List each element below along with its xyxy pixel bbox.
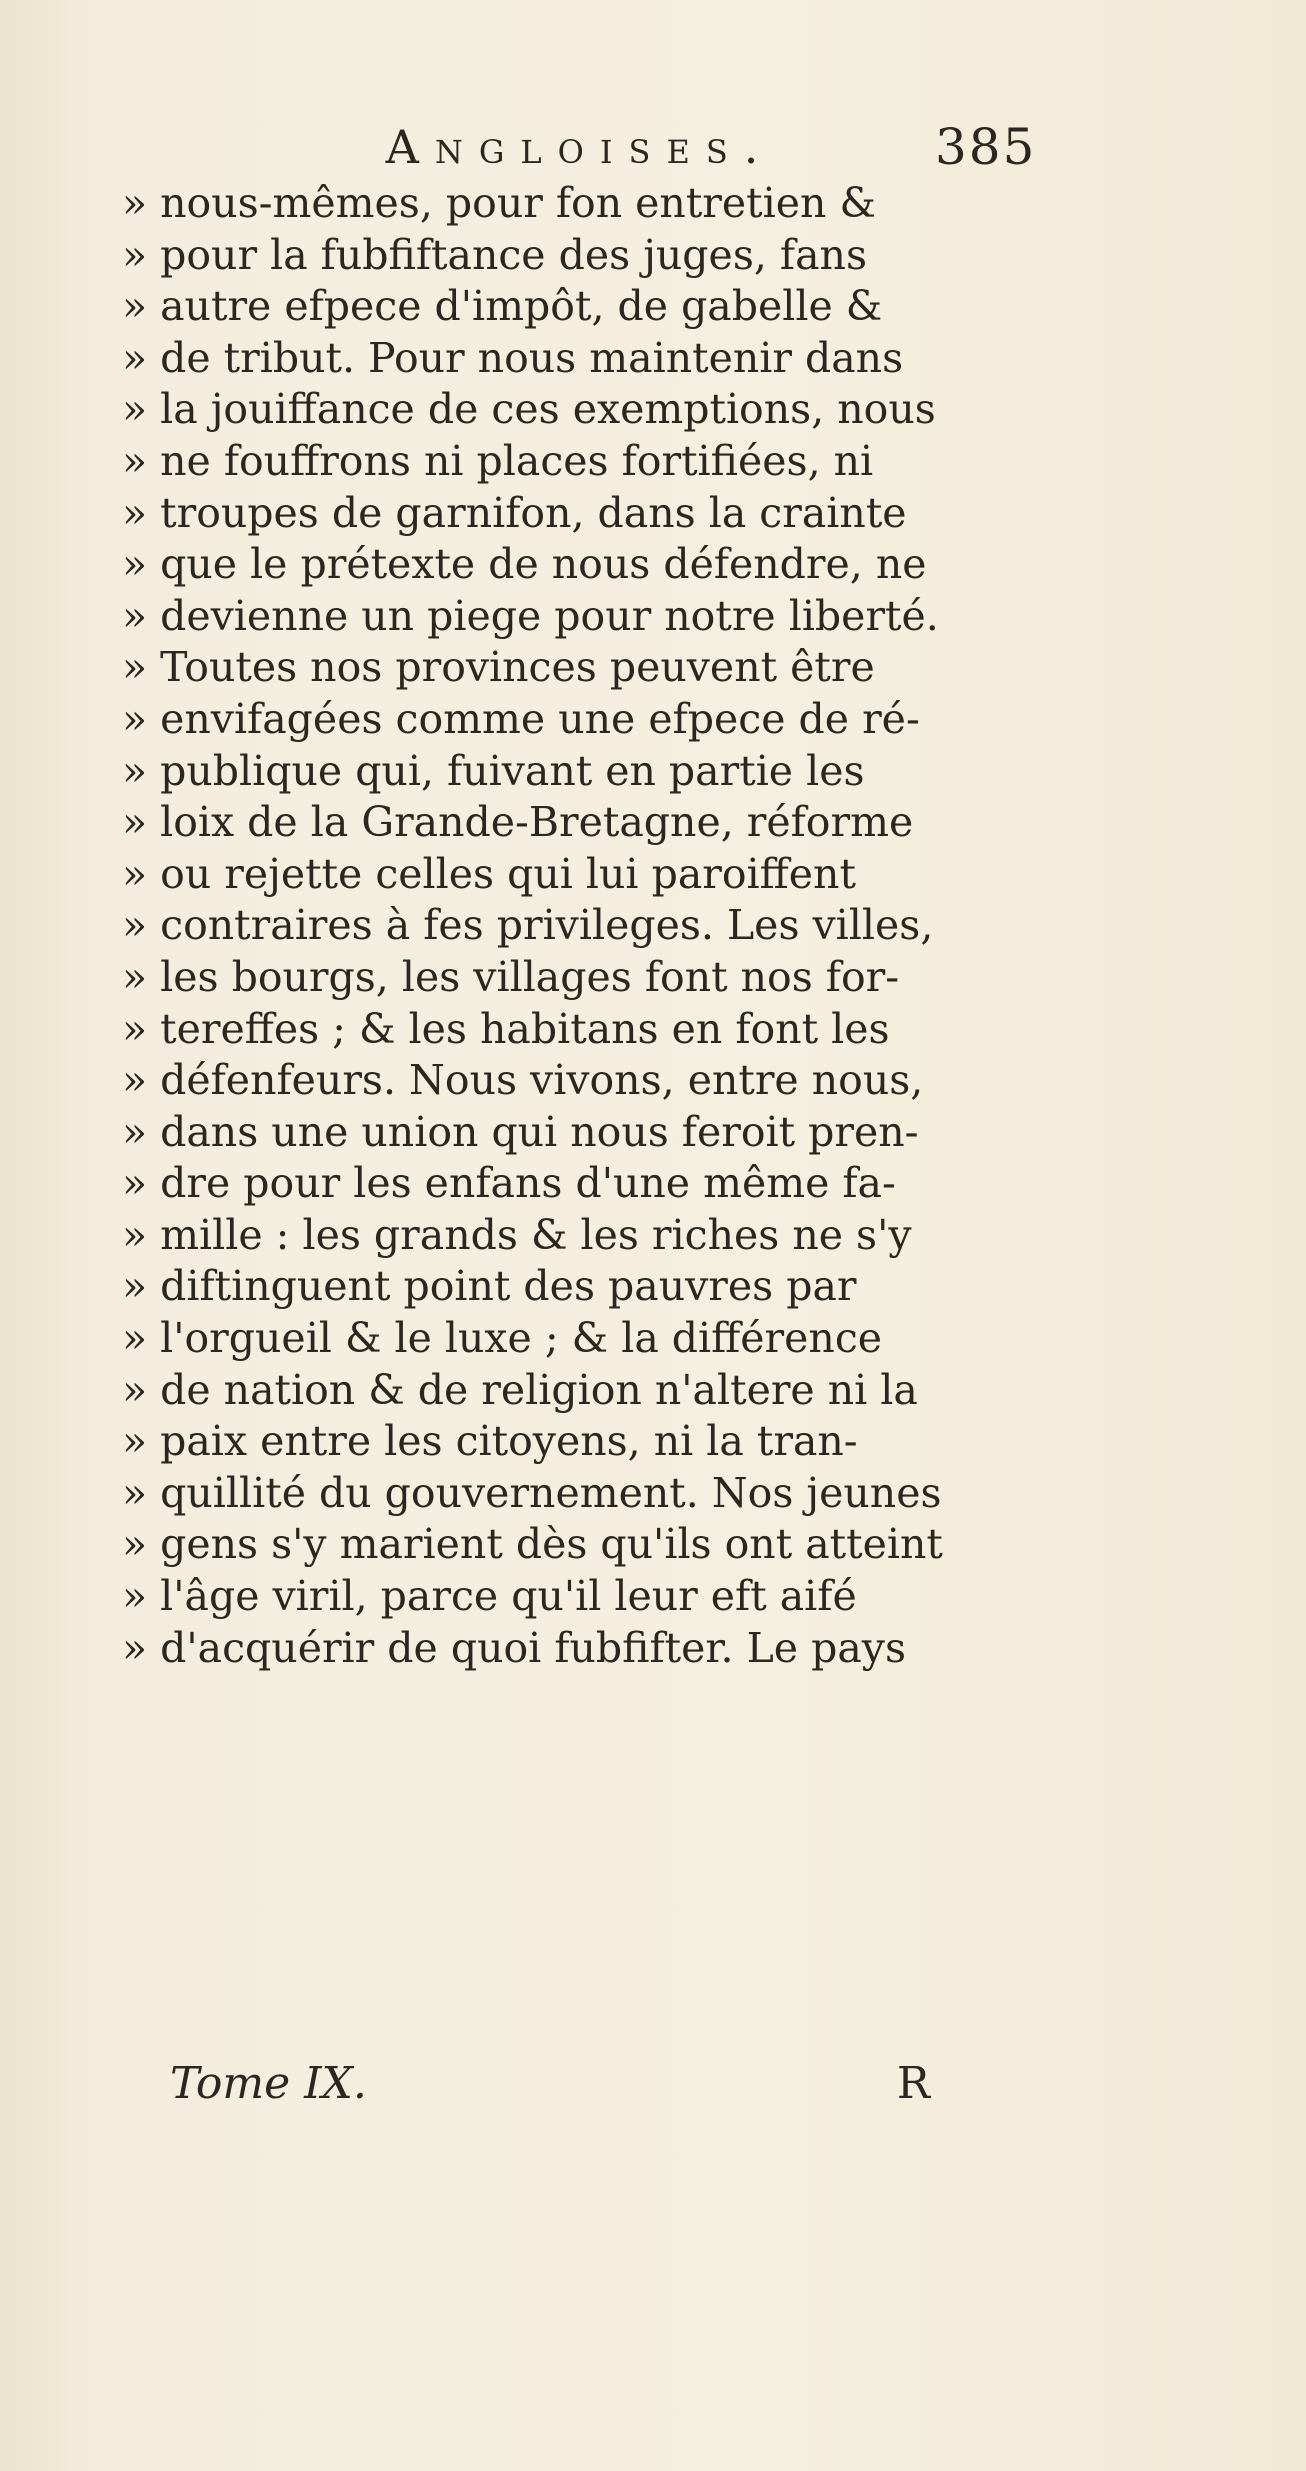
text-line: » diftinguent point des pauvres par <box>122 1262 857 1311</box>
text-line: » Toutes nos provinces peuvent être <box>122 643 875 692</box>
text-line: » loix de la Grande-Bretagne, réforme <box>122 798 914 847</box>
text-line: » troupes de garnifon, dans la crainte <box>122 488 907 537</box>
text-line: » publique qui, fuivant en partie les <box>122 746 865 795</box>
text-line: » l'orgueil & le luxe ; & la différence <box>122 1314 883 1363</box>
text-line: » dre pour les enfans d'une même fa- <box>122 1159 896 1208</box>
text-line: » gens s'y marient dès qu'ils ont atteint <box>122 1520 943 1569</box>
text-line: » de nation & de religion n'altere ni la <box>122 1365 918 1414</box>
text-line: » paix entre les citoyens, ni la tran- <box>122 1417 858 1466</box>
text-line: » que le prétexte de nous défendre, ne <box>122 540 927 589</box>
text-line: » l'âge viril, parce qu'il leur eft aifé <box>122 1572 857 1621</box>
text-line: » mille : les grands & les riches ne s'y <box>122 1210 912 1259</box>
text-line: » ne fouffrons ni places fortifiées, ni <box>122 436 874 485</box>
volume-signature: Tome IX. <box>170 2058 367 2109</box>
page-number: 385 <box>935 118 1037 176</box>
text-line: » quillité du gouvernement. Nos jeunes <box>122 1468 942 1517</box>
text-line: » défenfeurs. Nous vivons, entre nous, <box>122 1056 924 1105</box>
text-line: » de tribut. Pour nous maintenir dans <box>122 333 904 382</box>
text-line: » les bourgs, les villages font nos for- <box>122 952 900 1001</box>
text-line: » d'acquérir de quoi fubfifter. Le pays <box>122 1623 906 1672</box>
running-title: Angloises. <box>385 120 775 174</box>
text-line: » nous-mêmes, pour fon entretien & <box>122 179 876 227</box>
body-text <box>122 178 1072 1674</box>
text-line: » pour la fubfiftance des juges, fans <box>122 230 867 279</box>
page-footer <box>170 2058 930 2118</box>
text-line: » devienne un piege pour notre liberté. <box>122 591 939 640</box>
text-line: » autre efpece d'impôt, de gabelle & <box>122 282 883 331</box>
text-line: » envifagées comme une efpece de ré- <box>122 694 920 743</box>
text-line: » ou rejette celles qui lui paroiffent <box>122 849 856 898</box>
text-line: » contraires à fes privileges. Les villes, <box>122 901 934 950</box>
text-line: » la jouiffance de ces exemptions, nous <box>122 385 936 434</box>
text-line: » dans une union qui nous feroit pren- <box>122 1107 919 1156</box>
gathering-letter: R <box>896 2058 930 2109</box>
text-line: » tereffes ; & les habitans en font les <box>122 1004 890 1053</box>
